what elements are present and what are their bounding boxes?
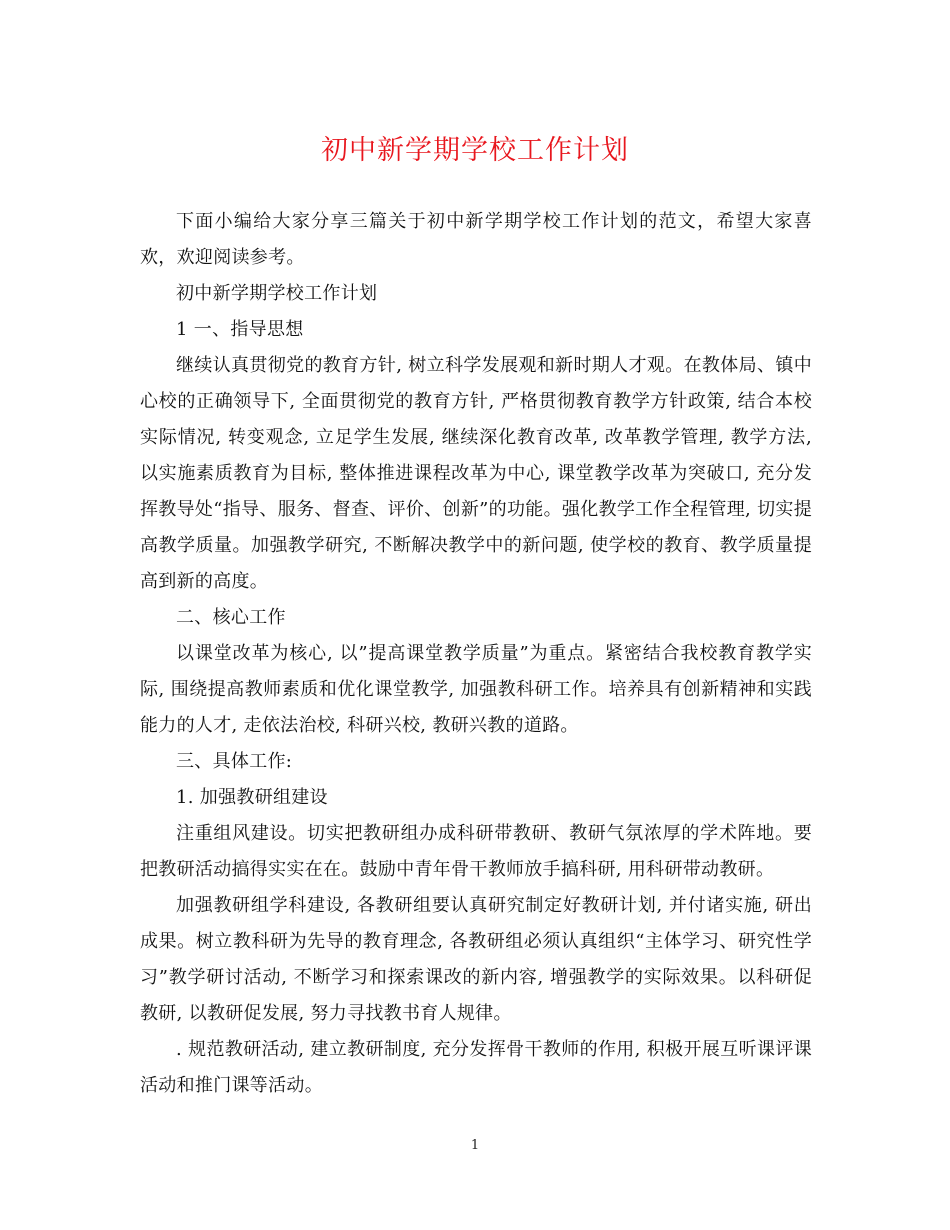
document-body [140,204,812,1104]
body-paragraph: 以课堂改革为核心, 以”提高课堂教学质量”为重点。紧密结合我校教育教学实际, 围绕提高教师素质和优化课堂教学, 加强教科研工作。培养具有创新精神和实践能力的人才, 走依法治校, 科研兴校, 教研兴教的道路。 [140,643,812,736]
page-number: 1 [470,1138,480,1153]
section-heading-specific-work: 三、具体工作: [176,751,293,772]
body-paragraph: 加强教研组学科建设, 各教研组要认真研究制定好教研计划, 并付诸实施, 研出成果。树立教科研为先导的教育理念, 各教研组必须认真组织“主体学习、研究性学习”教学研讨活动, 不断学习和探索课改的新内容, 增强教学的实际效果。以科研促教研, 以教研促发展, 努力寻找教书育人规律。 [140,895,812,1024]
section-heading-core-work: 二、核心工作 [176,607,286,628]
subtitle-paragraph: 初中新学期学校工作计划 [176,283,378,304]
document-title: 初中新学期学校工作计划 [321,135,629,166]
body-paragraph: . 规范教研活动, 建立教研制度, 充分发挥骨干教师的作用, 积极开展互听课评课活动和推门课等活动。 [140,1039,812,1096]
section-heading-guiding-thought: 1 一、指导思想 [176,319,304,340]
intro-paragraph: 下面小编给大家分享三篇关于初中新学期学校工作计划的范文，希望大家喜欢，欢迎阅读参考。 [140,211,812,268]
body-paragraph: 注重组风建设。切实把教研组办成科研带教研、教研气氛浓厚的学术阵地。要把教研活动搞得实实在在。鼓励中青年骨干教师放手搞科研, 用科研带动教研。 [140,823,812,880]
subsection-heading: 1. 加强教研组建设 [176,787,328,808]
body-paragraph: 继续认真贯彻党的教育方针, 树立科学发展观和新时期人才观。在教体局、镇中心校的正确领导下, 全面贯彻党的教育方针, 严格贯彻教育教学方针政策, 结合本校实际情况, 转变观念, 立足学生发展, 继续深化教育改革, 改革教学管理, 教学方法, 以实施素质教育为目标, 整体推进课程改革为中心, 课堂教学改革为突破口, 充分发挥教导处“指导、服务、督查、评价、创新”的功能。强化教学工作全程管理, 切实提高教学质量。加强教学研究, 不断解决教学中的新问题, 使学校的教育、教学质量提高到新的高度。 [140,355,812,592]
